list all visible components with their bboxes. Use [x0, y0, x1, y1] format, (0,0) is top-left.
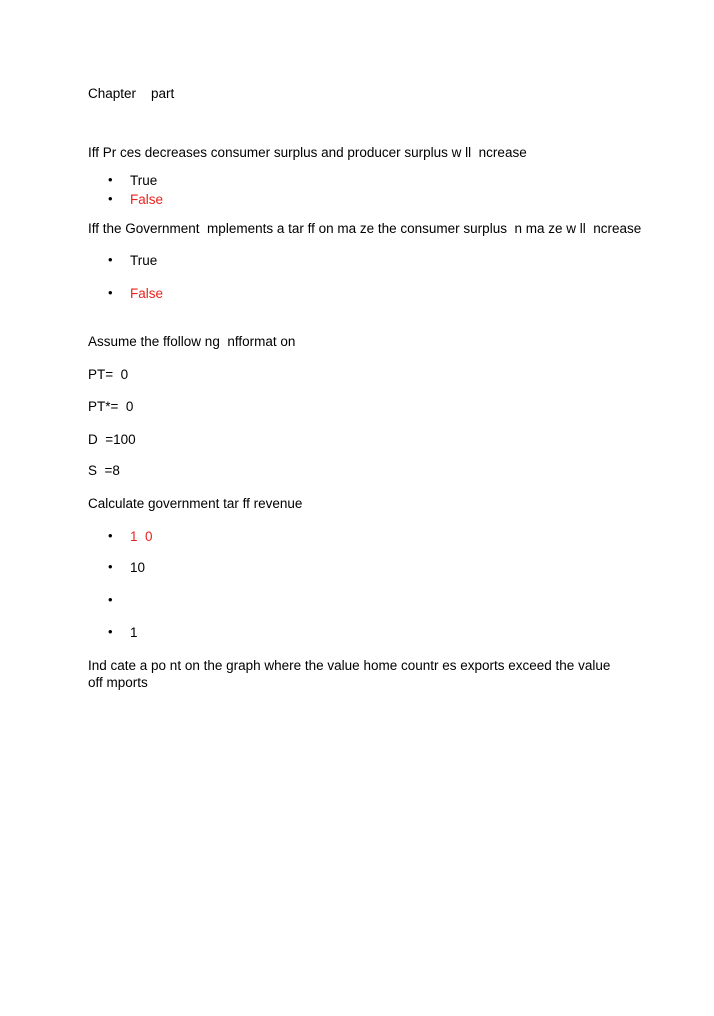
- question-2-text: Iff the Government mplements a tar ff on ma ze the consumer surplus n ma ze w ll ncrease: [88, 221, 642, 236]
- q1-option-false-answer: False: [130, 192, 164, 207]
- info-line-s: S =8: [88, 463, 120, 478]
- q2-option-true: True: [130, 253, 158, 268]
- bullet-icon: •: [108, 559, 113, 574]
- bullet-icon: •: [108, 191, 113, 206]
- chapter-heading: Chapter part: [88, 86, 175, 101]
- revenue-option-1-answer: 1 0: [130, 529, 153, 544]
- question-graph-text: Ind cate a po nt on the graph where the value home countr es exports exceed the value off mports: [88, 658, 611, 690]
- info-line-d: D =100: [88, 432, 136, 447]
- bullet-icon: •: [108, 285, 113, 300]
- revenue-option-2: 10: [130, 560, 146, 575]
- bullet-icon: •: [108, 592, 113, 607]
- bullet-icon: •: [108, 252, 113, 267]
- bullet-icon: •: [108, 624, 113, 639]
- q1-option-true: True: [130, 173, 158, 188]
- question-1-text: Iff Pr ces decreases consumer surplus and producer surplus w ll ncrease: [88, 145, 527, 160]
- info-line-pt: PT= 0: [88, 367, 129, 382]
- q2-option-false-answer: False: [130, 286, 164, 301]
- revenue-option-4: 1: [130, 625, 138, 640]
- calculate-prompt: Calculate government tar ff revenue: [88, 496, 303, 511]
- assume-intro: Assume the ffollow ng nfformat on: [88, 334, 296, 349]
- bullet-icon: •: [108, 172, 113, 187]
- bullet-icon: •: [108, 528, 113, 543]
- info-line-pt-star: PT*= 0: [88, 399, 134, 414]
